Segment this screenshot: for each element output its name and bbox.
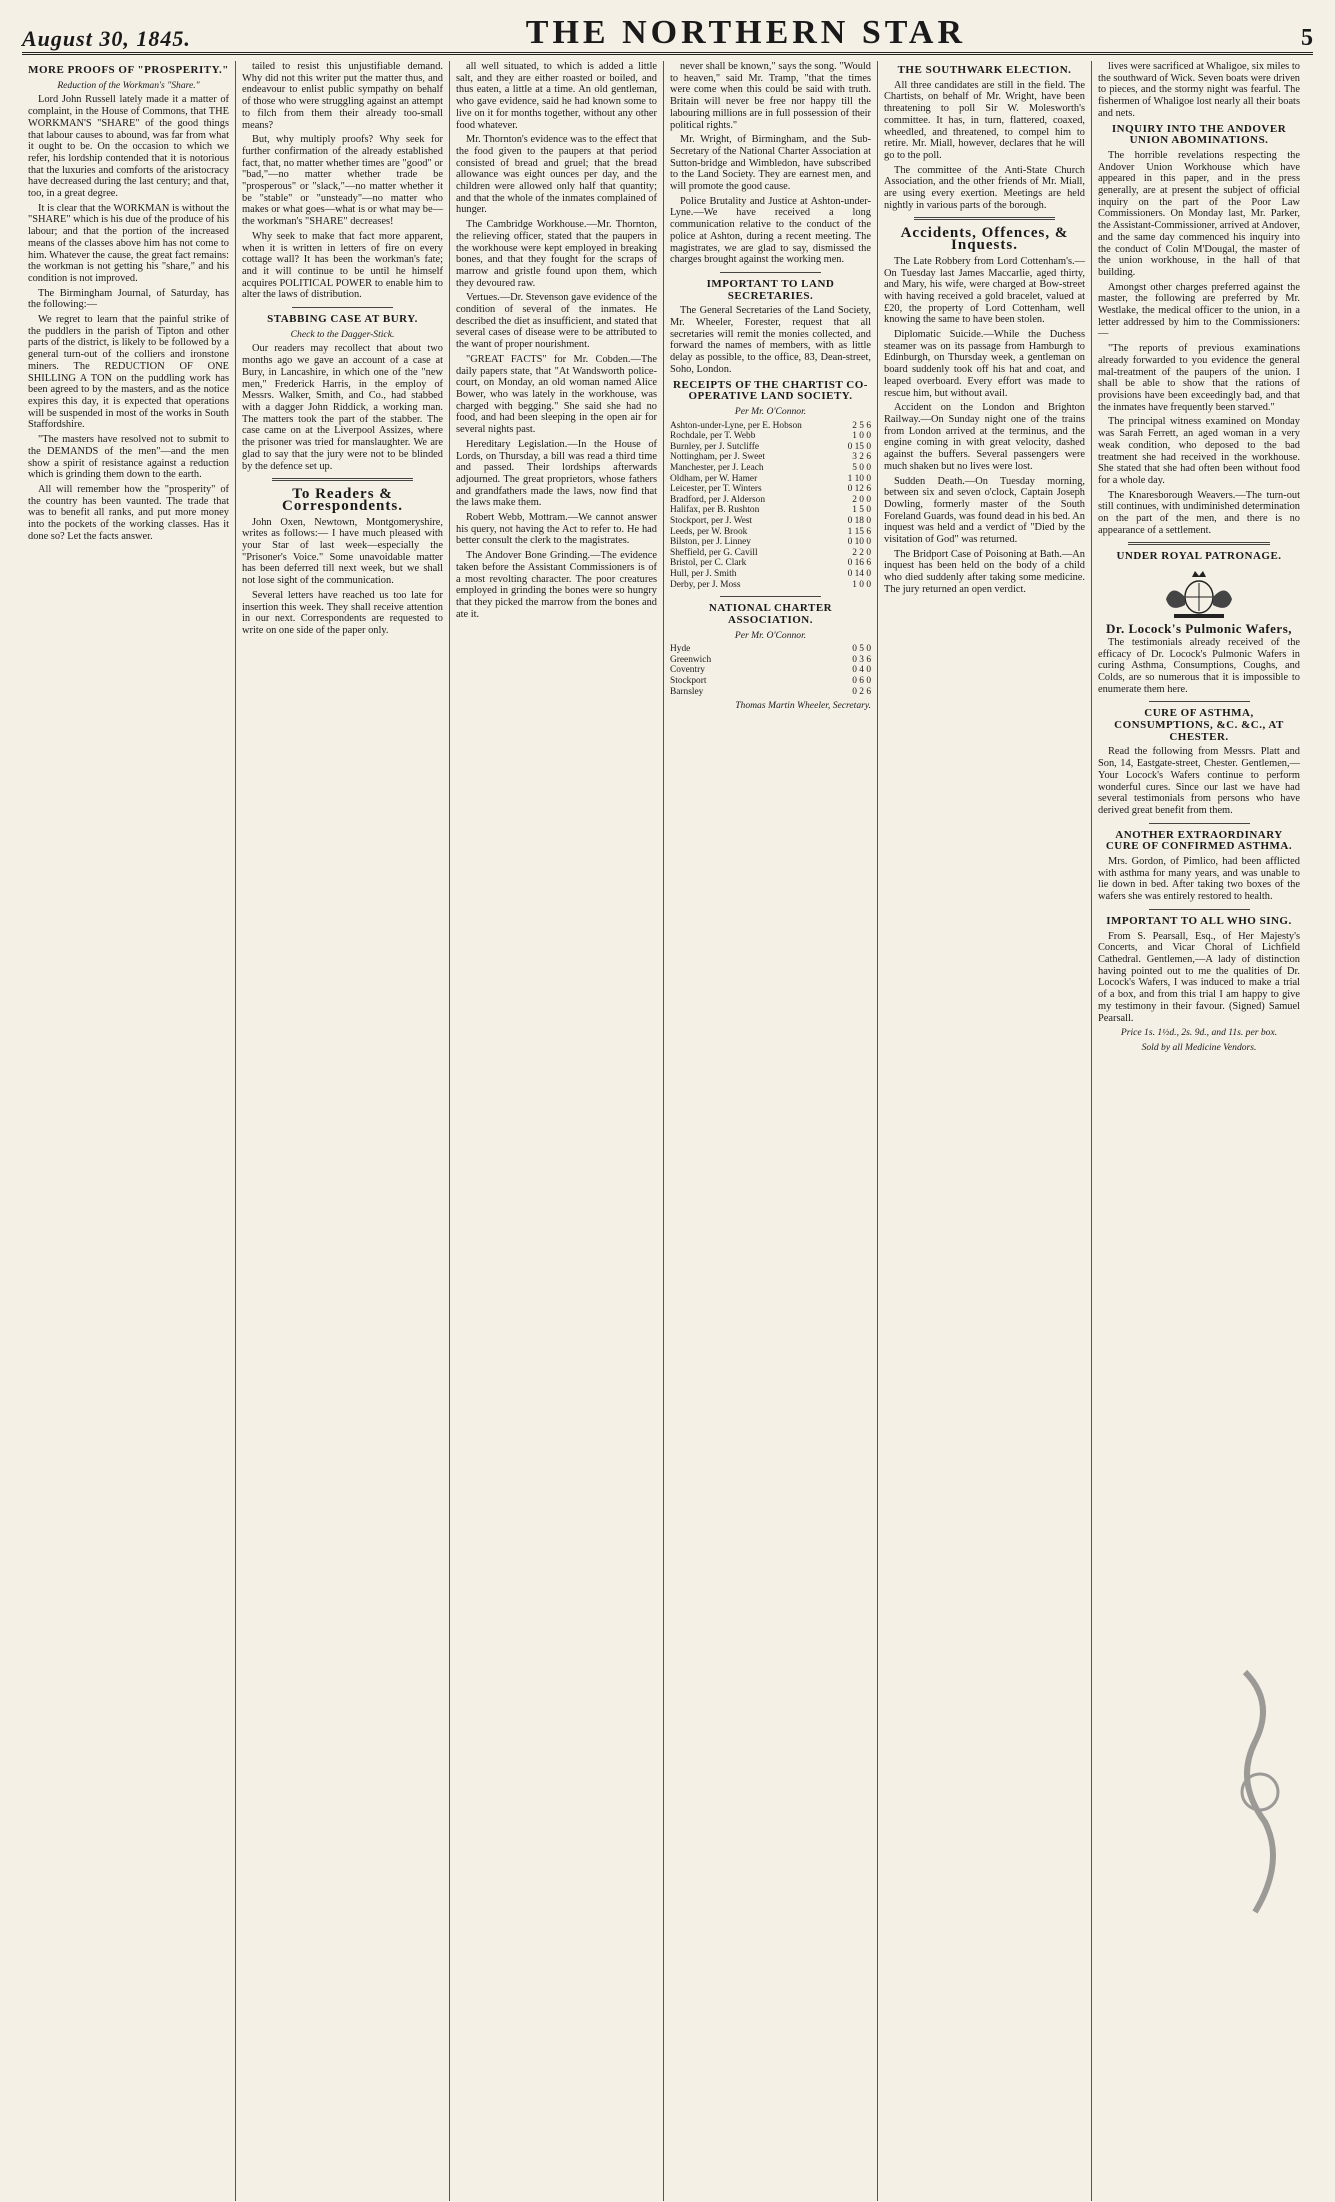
divider — [1149, 701, 1250, 702]
table-row — [670, 484, 871, 495]
article-subheading: Per Mr. O'Connor. — [734, 405, 807, 417]
table-row — [670, 655, 871, 666]
article-heading: IMPORTANT TO ALL WHO SING. — [1106, 914, 1292, 927]
paragraph: All will remember how the "prosperity" of the country has been vaunted. The trade that was to benefit all ranks, and put more money into the pockets of the working classes. Has it done so? Let the facts answer. — [28, 483, 229, 542]
row-amount: 0 15 0 — [847, 441, 871, 452]
row-place: Stockport — [670, 676, 707, 687]
paragraph: The testimonials already received of the efficacy of Dr. Locock's Pulmonic Wafers in curing Asthma, Consumptions, Coughs, and Colds, are so numerous that it is impossible to enumerate them here. — [1098, 636, 1300, 695]
row-place: Manchester, per J. Leach — [670, 463, 764, 474]
row-place: Bristol, per C. Clark — [670, 558, 747, 569]
divider — [272, 478, 413, 481]
paragraph: Hereditary Legislation.—In the House of Lords, on Thursday, a bill was read a third time and passed. Their lordships afterwards adjourned. The great proprietors, whose fathers and grandfathers made the laws, now find that the laws make them. — [456, 438, 657, 509]
paragraph: Accident on the London and Brighton Railway.—On Sunday night one of the trains from London arrived at the terminus, and the engine coming in with great velocity, dashed against the buffers. Several passengers were much shaken but no lives were lost. — [884, 402, 1085, 472]
paragraph: Several letters have reached us too late for insertion this week. They shall receive attention in our next. Correspondents are requested to write on one side of the paper only. — [242, 589, 443, 636]
page-number: 5 — [1300, 25, 1313, 51]
library-stamp-icon — [1225, 1662, 1295, 1922]
row-place: Greenwich — [670, 654, 712, 665]
table-row — [670, 452, 871, 463]
table-row — [670, 505, 871, 516]
signature: Thomas Martin Wheeler, Secretary. — [735, 700, 871, 712]
masthead — [22, 8, 1313, 55]
column-4 — [664, 61, 878, 2201]
paragraph: Mr. Thornton's evidence was to the effect that the food given to the paupers at that period consisted of bread and gruel; that the bread allowance was eight ounces per day, and the children were allowed only half that quantity; and that the whole of the inmates complained of hunger. — [456, 134, 657, 216]
row-amount: 1 0 0 — [852, 431, 871, 442]
paragraph: Our readers may recollect that about two months ago we gave an account of a case at Bury, in Lancashire, in which one of the "new men," Frederick Harris, in the employ of Messrs. Walker, Smith, and Co., had stabbed with a dagger John Riddick, a working man. The matters took the part of the stabber. The case came on at the Liverpool Assizes, where the prisoner was tried for manslaughter. We are glad to say that the jury were not to be blinded by the defence set up. — [242, 343, 443, 472]
table-row — [670, 580, 871, 591]
row-amount: 0 4 0 — [852, 665, 871, 676]
table-row — [670, 644, 871, 655]
table-row — [670, 495, 871, 506]
row-place: Bilston, per J. Linney — [670, 537, 751, 548]
table-row — [670, 421, 871, 432]
article-subheading: Check to the Dagger-Stick. — [290, 328, 395, 340]
paragraph: Vertues.—Dr. Stevenson gave evidence of the condition of several of the inmates. He described the diet as insufficient, and stated that several cases of disease were to be attributed to the want of proper nourishment. — [456, 292, 657, 351]
paragraph: The Knaresborough Weavers.—The turn-out still continues, with undiminished determination on the part of the men, and there is no appearance of a settlement. — [1098, 489, 1300, 536]
nca-table — [670, 644, 871, 697]
row-amount: 3 2 6 — [852, 452, 871, 463]
row-place: Hyde — [670, 644, 691, 655]
row-place: Sheffield, per G. Cavill — [670, 547, 758, 558]
paragraph: tailed to resist this unjustifiable demand. Why did not this writer put the matter thus, and endeavour to enlist public sympathy on behalf of those who were struggling against an attempt to filch from them their already too-small means? — [242, 61, 443, 131]
issue-date: August 30, 1845. — [22, 26, 191, 51]
paragraph: The Birmingham Journal, of Saturday, has the following:— — [28, 287, 229, 311]
row-amount: 0 3 6 — [852, 654, 871, 665]
row-place: Stockport, per J. West — [670, 516, 753, 527]
paragraph: lives were sacrificed at Whaligoe, six miles to the southward of Wick. Seven boats were driven to pieces, and the stormy night was fearful. The fishermen of Whaligoe lost nearly all their boats and nets. — [1098, 61, 1300, 119]
paragraph: Sudden Death.—On Tuesday morning, between six and seven o'clock, Captain Joseph Dowling, formerly master of the South Foreland Guards, was found dead in his bed. An inquest was held and a verdict of "Died by the visitation of God" was returned. — [884, 475, 1085, 546]
paragraph: John Oxen, Newtown, Montgomeryshire, writes as follows:— I have much pleased with your Star of last week—especially the "Prisoner's Voice." Some unavoidable matter has been deferred till next week, but we shall not lose sight of the communication. — [242, 516, 443, 587]
row-amount: 1 0 0 — [852, 579, 871, 590]
article-subheading: Reduction of the Workman's "Share." — [57, 79, 200, 91]
receipts-table — [670, 421, 871, 591]
article-heading: STABBING CASE AT BURY. — [267, 313, 418, 326]
row-place: Bradford, per J. Alderson — [670, 494, 766, 505]
royal-arms-icon — [1098, 569, 1300, 621]
row-amount: 1 15 6 — [847, 526, 871, 537]
ad-title: Dr. Locock's Pulmonic Wafers, — [1105, 621, 1293, 637]
row-place: Nottingham, per J. Sweet — [670, 452, 766, 463]
column-3 — [450, 61, 664, 2201]
paragraph: The Andover Bone Grinding.—The evidence taken before the Assistant Commissioners is of a most revolting character. The poor creatures employed in grinding the bones were so hungry that they picked the marrow from the bones and ate it. — [456, 550, 657, 620]
paragraph: The principal witness examined on Monday was Sarah Ferrett, an aged woman in a very weak condition, who deposed to the bad treatment she had received in the workhouse. She stated that she had often been without food for a whole day. — [1098, 416, 1300, 486]
table-row — [670, 676, 871, 687]
columns — [22, 61, 1313, 2201]
paragraph: Why seek to make that fact more apparent, when it is written in letters of fire on every cottage wall? It has been the workman's fate; and it will continue to be until he himself acquires POLITICAL POWER to enable him to alter the laws of distribution. — [242, 230, 443, 301]
table-row — [670, 537, 871, 548]
ad-price: Price 1s. 1½d., 2s. 9d., and 11s. per box. — [1120, 1027, 1278, 1039]
paragraph: The Cambridge Workhouse.—Mr. Thornton, the relieving officer, stated that the paupers in the workhouse were kept employed in breaking bones, and that they fought for the scraps of marrow and gristle found upon them, which they devoured raw. — [456, 219, 657, 289]
table-row — [670, 558, 871, 569]
row-amount: 0 5 0 — [852, 644, 871, 655]
column-1 — [22, 61, 236, 2201]
row-place: Coventry — [670, 665, 705, 676]
divider — [720, 596, 821, 597]
table-row — [670, 687, 871, 698]
row-amount: 1 5 0 — [852, 505, 871, 516]
article-heading: CURE OF ASTHMA, CONSUMPTIONS, &C. &C., AT CHESTER. — [1114, 707, 1284, 743]
divider — [1149, 909, 1250, 910]
row-amount: 5 0 0 — [852, 463, 871, 474]
paragraph: The Late Robbery from Lord Cottenham's.—On Tuesday last James Maccarlie, aged thirty, and Mary, his wife, were charged at Bow-street with having received a gold bracelet, valued at £20, the property of Lord Cottenham, well knowing the same to have been stolen. — [884, 255, 1085, 326]
row-place: Ashton-under-Lyne, per E. Hobson — [670, 420, 802, 431]
table-row — [670, 516, 871, 527]
row-place: Leeds, per W. Brook — [670, 526, 748, 537]
row-place: Burnley, per J. Sutcliffe — [670, 441, 760, 452]
table-row — [670, 463, 871, 474]
paragraph: The General Secretaries of the Land Society, Mr. Wheeler, Forester, request that all secretaries will remit the monies collected, and forward the names of members, with as little delay as possible, to the office, 83, Dean-street, Soho, London. — [670, 305, 871, 375]
ad-sold-by: Sold by all Medicine Vendors. — [1141, 1041, 1257, 1053]
divider — [914, 217, 1055, 220]
table-row — [670, 548, 871, 559]
paragraph: From S. Pearsall, Esq., of Her Majesty's Concerts, and Vicar Choral of Lichfield Cathedral. Gentlemen,—A lady of distinction having pointed out to me the qualities of Dr. Locock's Wafers, I was induced to make a trial of a box, and from this trial I am happy to give my testimony in their favour. (Signed) Samuel Pearsall. — [1098, 930, 1300, 1024]
row-amount: 0 6 0 — [852, 676, 871, 687]
divider — [1149, 823, 1250, 824]
divider — [292, 307, 393, 308]
paragraph: But, why multiply proofs? Why seek for further confirmation of the already established fact, that, no matter whether times are "good" or "bad,"—no matter whether trade be "prosperous" or "slack,"—no matter whether it be "stable" or "unsteady"—no matter who makes or what goes—what is or what may be—the workman's "SHARE" decreases! — [242, 134, 443, 228]
row-place: Halifax, per B. Rushton — [670, 505, 760, 516]
paragraph: Diplomatic Suicide.—While the Duchess steamer was on its passage from Hamburgh to Edinburgh, on Thursday week, a gentleman on board suddenly took off his hat and coat, and leaped overboard. Every effort was made to rescue him, but without avail. — [884, 329, 1085, 399]
article-heading: INQUIRY INTO THE ANDOVER UNION ABOMINATIONS. — [1111, 122, 1287, 147]
row-amount: 2 5 6 — [852, 420, 871, 431]
table-row — [670, 442, 871, 453]
paragraph: Read the following from Messrs. Platt and Son, 14, Eastgate-street, Chester. Gentlemen,—Your Locock's Wafers continue to perform wonderful cures. Since our last we have had several testimonials from persons who have derived great benefit from them. — [1098, 746, 1300, 816]
row-place: Barnsley — [670, 686, 704, 697]
row-amount: 0 14 0 — [847, 569, 871, 579]
paragraph: Police Brutality and Justice at Ashton-under-Lyne.—We have received a long communication relative to the conduct of the police at Ashton, during a recent meeting. The magistrates, we are glad to say, dismissed the charges brought against the working men. — [670, 195, 871, 266]
paragraph: The committee of the Anti-State Church Association, and the other friends of Mr. Miall, are using every exertion. Meetings are held nightly in various parts of the borough. — [884, 164, 1085, 211]
paragraph: Mrs. Gordon, of Pimlico, had been afflicted with asthma for many years, and was unable to lie down in bed. After taking two boxes of the wafers she was entirely restored to health. — [1098, 856, 1300, 903]
row-amount: 0 2 6 — [852, 686, 871, 697]
paragraph: Lord John Russell lately made it a matter of complaint, in the House of Commons, that THE WORKMAN'S "SHARE" of the good things that labour causes to abound, was far from what it ought to be. On the occasion to which we refer, his lordship contended that it is notorious that the luxuries and comforts of the aristocracy have decreased during the last century; and that, too, in a great degree. — [28, 94, 229, 200]
paragraph: The Bridport Case of Poisoning at Bath.—An inquest has been held on the body of a child who died suddenly after taking some medicine. The jury returned an open verdict. — [884, 548, 1085, 595]
paragraph: never shall be known," says the song. "Would to heaven," said Mr. Tramp, "that the times were come when this could be said with truth. Britain will never be free nor happy till the labouring millions are in full possession of their political rights." — [670, 61, 871, 131]
article-heading: IMPORTANT TO LAND SECRETARIES. — [706, 277, 835, 302]
paragraph: Mr. Wright, of Birmingham, and the Sub-Secretary of the National Charter Association at Sutton-bridge and Wimbledon, have subscribed to the Land Society. They are earnest men, and will promote the good cause. — [670, 134, 871, 193]
paragraph: all well situated, to which is added a little salt, and they are either roasted or boiled, and thus eaten, a little at a time. An old gentleman, who gave evidence, said he had known some to live on it for months together, without any other food whatever. — [456, 61, 657, 131]
row-amount: 2 0 0 — [852, 494, 871, 505]
paragraph: Amongst other charges preferred against the master, the following are preferred by Mr. Westlake, the medical officer to the union, in a letter addressed by him to the Commissioners:— — [1098, 281, 1300, 340]
column-5 — [878, 61, 1092, 2201]
ad-patronage: UNDER ROYAL PATRONAGE. — [1116, 550, 1282, 563]
article-subheading: Per Mr. O'Connor. — [734, 629, 807, 641]
row-place: Rochdale, per T. Webb — [670, 431, 756, 442]
row-place: Hull, per J. Smith — [670, 569, 737, 579]
column-2 — [236, 61, 450, 2201]
paragraph: Robert Webb, Mottram.—We cannot answer his query, not having the Act to refer to. He had better consult the clerk to the magistrates. — [456, 512, 657, 547]
row-amount: 0 16 6 — [847, 558, 871, 569]
article-heading: THE SOUTHWARK ELECTION. — [897, 64, 1072, 76]
paragraph: All three candidates are still in the field. The Chartists, on behalf of Mr. Wright, have been threatening to poll Sir W. Molesworth's committee. It has, in turn, flattered, coaxed, wheedled, and threatened, to compel him to retire. Mr. Miall, however, declares that he will go to the poll. — [884, 79, 1085, 161]
article-heading: NATIONAL CHARTER ASSOCIATION. — [708, 602, 833, 626]
table-row — [670, 527, 871, 538]
article-heading: ANOTHER EXTRAORDINARY CURE OF CONFIRMED ASTHMA. — [1105, 828, 1293, 853]
row-place: Derby, per J. Moss — [670, 579, 741, 590]
table-row — [670, 665, 871, 676]
row-amount: 2 2 0 — [852, 547, 871, 558]
table-row — [670, 474, 871, 485]
paragraph: We regret to learn that the painful strike of the puddlers in the parish of Tipton and other parts of the district, is likely to be followed by a general turn-out of the colliers and ironstone miners. The REDUCTION OF ONE SHILLING A TON on the puddling work has been agreed to by the masters, and as the notice expires this day, it is expected that operations will be suspended in most of the works in South Staffordshire. — [28, 314, 229, 431]
table-row — [670, 431, 871, 442]
section-heading: To Readers & Correspondents. — [282, 486, 403, 514]
paragraph: The horrible revelations respecting the Andover Union Workhouse which have appeared in this paper, and in the press generally, are at present the subject of official inquiry on the part of the Poor Law Commissioners. On Monday last, Mr. Parker, the Assistant-Commissioner, arrived at Andover, and the same day commenced his inquiry into the conduct of Colin M'Dougal, the master of the union workhouse, in the hall of that building. — [1098, 149, 1300, 278]
divider — [720, 272, 821, 273]
row-place: Oldham, per W. Hamer — [670, 473, 758, 484]
paragraph: "The reports of previous examinations already forwarded to you evidence the general mal-treatment of the paupers of the union. I shall be able to show that the rations of provisions have been exceedingly bad, and that the inmates have frequently been starved." — [1098, 343, 1300, 413]
article-heading: MORE PROOFS OF "PROSPERITY." — [28, 64, 229, 76]
row-amount: 0 10 0 — [847, 537, 871, 548]
paragraph: "The masters have resolved not to submit to the DEMANDS of the men"—and the men show a spirit of resistance against a reduction which is grinding them down to the earth. — [28, 434, 229, 481]
row-amount: 0 12 6 — [847, 484, 871, 495]
row-place: Leicester, per T. Winters — [670, 484, 762, 495]
table-row — [670, 569, 871, 580]
paragraph: It is clear that the WORKMAN is without the "SHARE" which is his due of the produce of his labour; and that the portion of the increased means of the classes above him has not come to him. Whatever the cause, the great fact remains: the workman is not getting his "share," and his condition is not improved. — [28, 202, 229, 284]
row-amount: 1 10 0 — [847, 473, 871, 484]
divider — [1128, 542, 1269, 545]
paragraph: "GREAT FACTS" for Mr. Cobden.—The daily papers state, that "At Wandsworth police-court, on Monday, an old woman named Alice Bower, who was lately in the workhouse, was charged with begging." She said she had no food, and had been sleeping in the open air for several nights past. — [456, 353, 657, 436]
row-amount: 0 18 0 — [847, 516, 871, 527]
newspaper-title: THE NORTHERN STAR — [525, 14, 967, 51]
section-heading: Accidents, Offences, & Inquests. — [900, 225, 1069, 254]
article-heading: RECEIPTS OF THE CHARTIST CO-OPERATIVE LAND SOCIETY. — [673, 378, 868, 403]
